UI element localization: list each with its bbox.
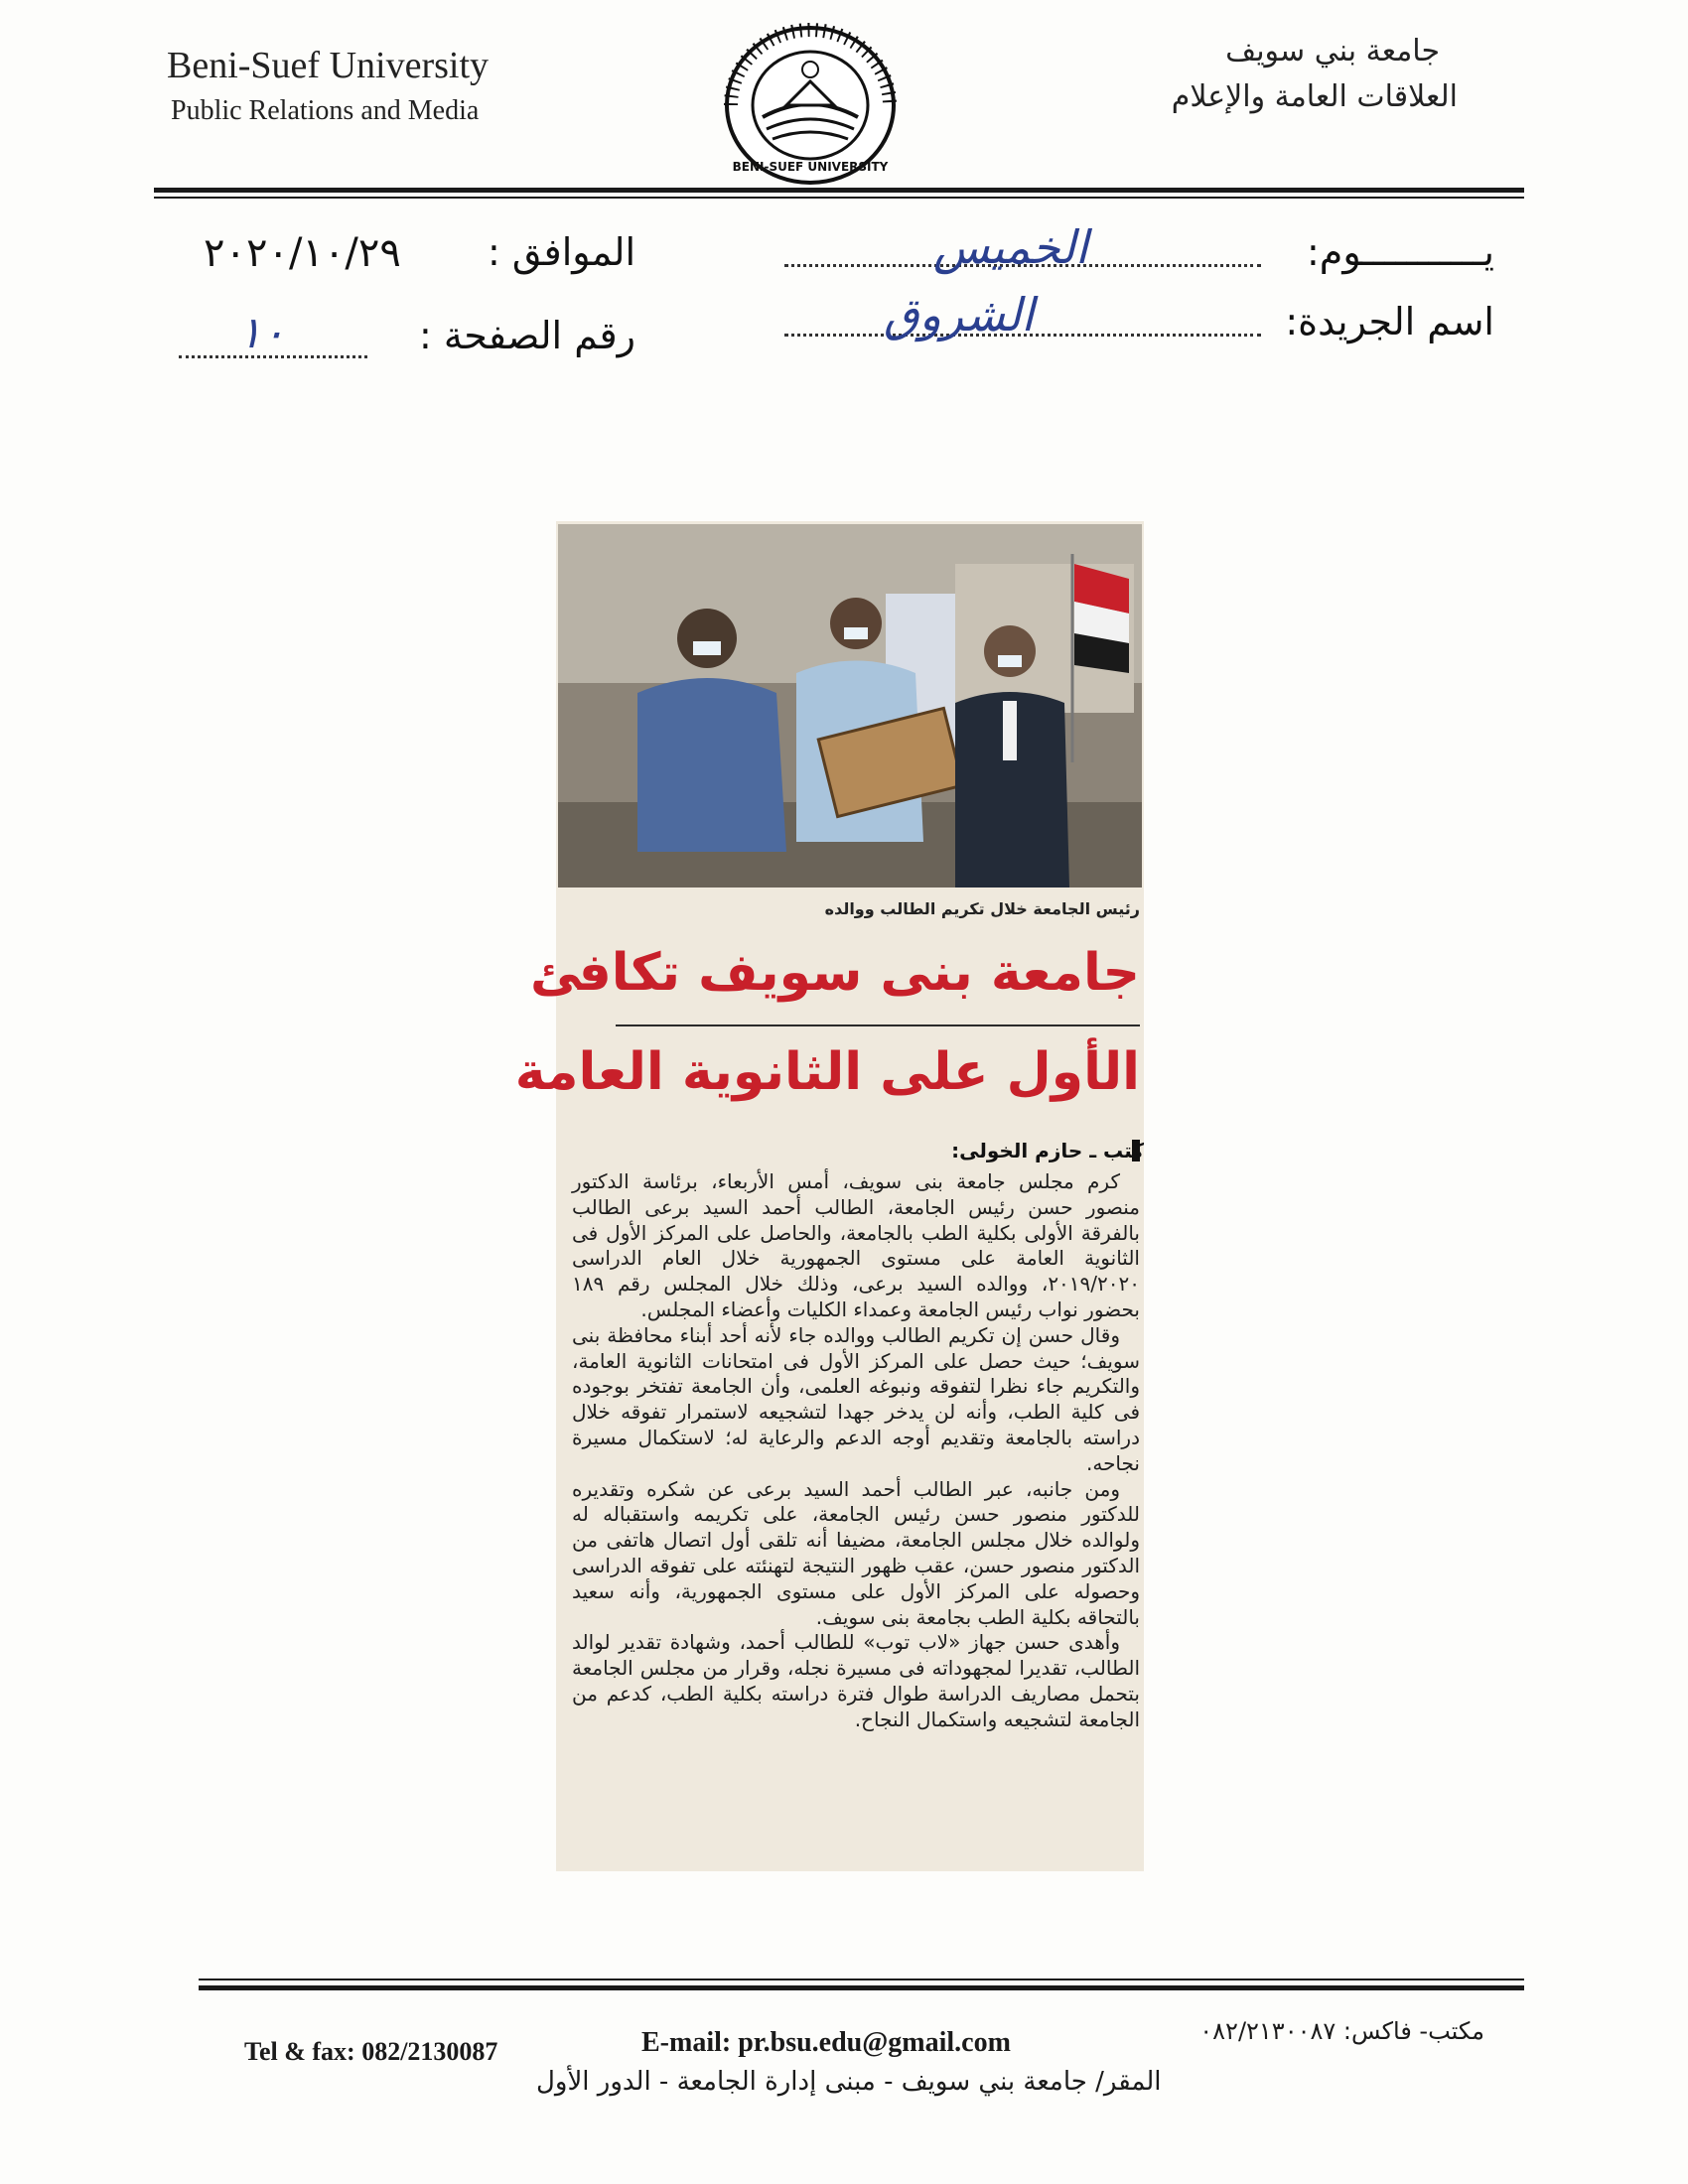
date-label: الموافق : [487, 230, 635, 274]
photo-caption: رئيس الجامعة خلال تكريم الطالب ووالده [824, 899, 1140, 918]
date-value: ٢٠٢٠/١٠/٢٩ [204, 230, 401, 276]
article-paragraph: وأهدى حسن جهاز «لاب توب» للطالب أحمد، وشهادة تقدير لوالد الطالب، تقديرا لمجهوداته فى مسيرة نجله، وقرار من مجلس الجامعة بتحمل مصاريف الدراسة طوال فترة دراسته بكلية الطب، كدعم من الجامعة لتشجيعه واستكمال النجاح. [572, 1630, 1140, 1731]
footer-address-ar: المقر/ جامعة بني سويف - مبنى إدارة الجامعة - الدور الأول [536, 2067, 1162, 2097]
footer-rule [199, 1985, 1524, 1990]
footer-rule-thin [199, 1979, 1524, 1980]
university-name-en: Beni-Suef University [167, 45, 490, 86]
article-paragraph: ومن جانبه، عبر الطالب أحمد السيد برعى عن شكره وتقديره للدكتور منصور حسن رئيس الجامعة، على تكريمه واستقباله له ولوالده خلال مجلس الجامعة، مضيفا أنه تلقى أول اتصال هاتفى من الدكتور منصور حسن، عقب ظهور النتيجة لتهنئته على تفوقه الدراسى وحصوله على المركز الأول على مستوى الجمهورية، وأنه سعيد بالتحاقه بكلية الطب بجامعة بنى سويف. [572, 1476, 1140, 1629]
headline-divider [616, 1024, 1140, 1026]
seal-text: BENI-SUEF UNIVERSITY [732, 160, 889, 174]
footer-office-ar: مكتب- فاكس: ٠٨٢/٢١٣٠٠٨٧ [1199, 2017, 1484, 2045]
headline-line-2: الأول على الثانوية العامة [514, 1042, 1140, 1102]
byline: كتب ـ حازم الخولى: [951, 1139, 1144, 1162]
newspaper-label: اسم الجريدة: [1285, 300, 1494, 343]
footer-email: E-mail: pr.bsu.edu@gmail.com [641, 2027, 1011, 2058]
article-body [572, 1169, 1140, 1733]
article-photo [558, 524, 1142, 887]
university-name-ar: جامعة بني سويف [1225, 34, 1440, 68]
department-name-ar: العلاقات العامة والإعلام [1171, 79, 1458, 114]
footer-tel-fax: Tel & fax: 082/2130087 [244, 2037, 498, 2066]
day-value: الخميس [933, 220, 1088, 274]
university-seal-icon [723, 22, 898, 185]
headline-line-1: جامعة بنى سويف تكافئ [530, 943, 1140, 1003]
article-paragraph: كرم مجلس جامعة بنى سويف، أمس الأربعاء، برئاسة الدكتور منصور حسن رئيس الجامعة، الطالب أحمد السيد برعى الطالب بالفرقة الأولى بكلية الطب بالجامعة، والحاصل على المركز الأول فى الثانوية العامة على مستوى الجمهورية خلال العام الدراسى ٢٠١٩/٢٠٢٠، ووالده السيد برعى، وذلك خلال المجلس رقم ١٨٩ بحضور نواب رئيس الجامعة وعمداء الكليات وأعضاء المجلس. [572, 1169, 1140, 1321]
page-label: رقم الصفحة : [419, 314, 635, 357]
newspaper-value: الشروق [884, 288, 1035, 341]
department-name-en: Public Relations and Media [171, 95, 480, 126]
page-value: ١٠ [238, 308, 286, 358]
header-rule [154, 188, 1524, 193]
header-rule-thin [154, 197, 1524, 199]
article-paragraph: وقال حسن إن تكريم الطالب ووالده جاء لأنه أحد أبناء محافظة بنى سويف؛ حيث حصل على المركز الأول فى امتحانات الثانوية العامة، والتكريم جاء نظرا لتفوقه ونبوغه العلمى، وأن الجامعة تفتخر بوجوده فى كلية الطب، وأنه لن يدخر جهدا لتشجيعه لاستمرار تفوقه خلال دراسته بالجامعة وتقديم أوجه الدعم والرعاية له؛ لاستكمال مسيرة نجاحه. [572, 1322, 1140, 1475]
day-label: يـــــــــــوم: [1307, 230, 1494, 274]
